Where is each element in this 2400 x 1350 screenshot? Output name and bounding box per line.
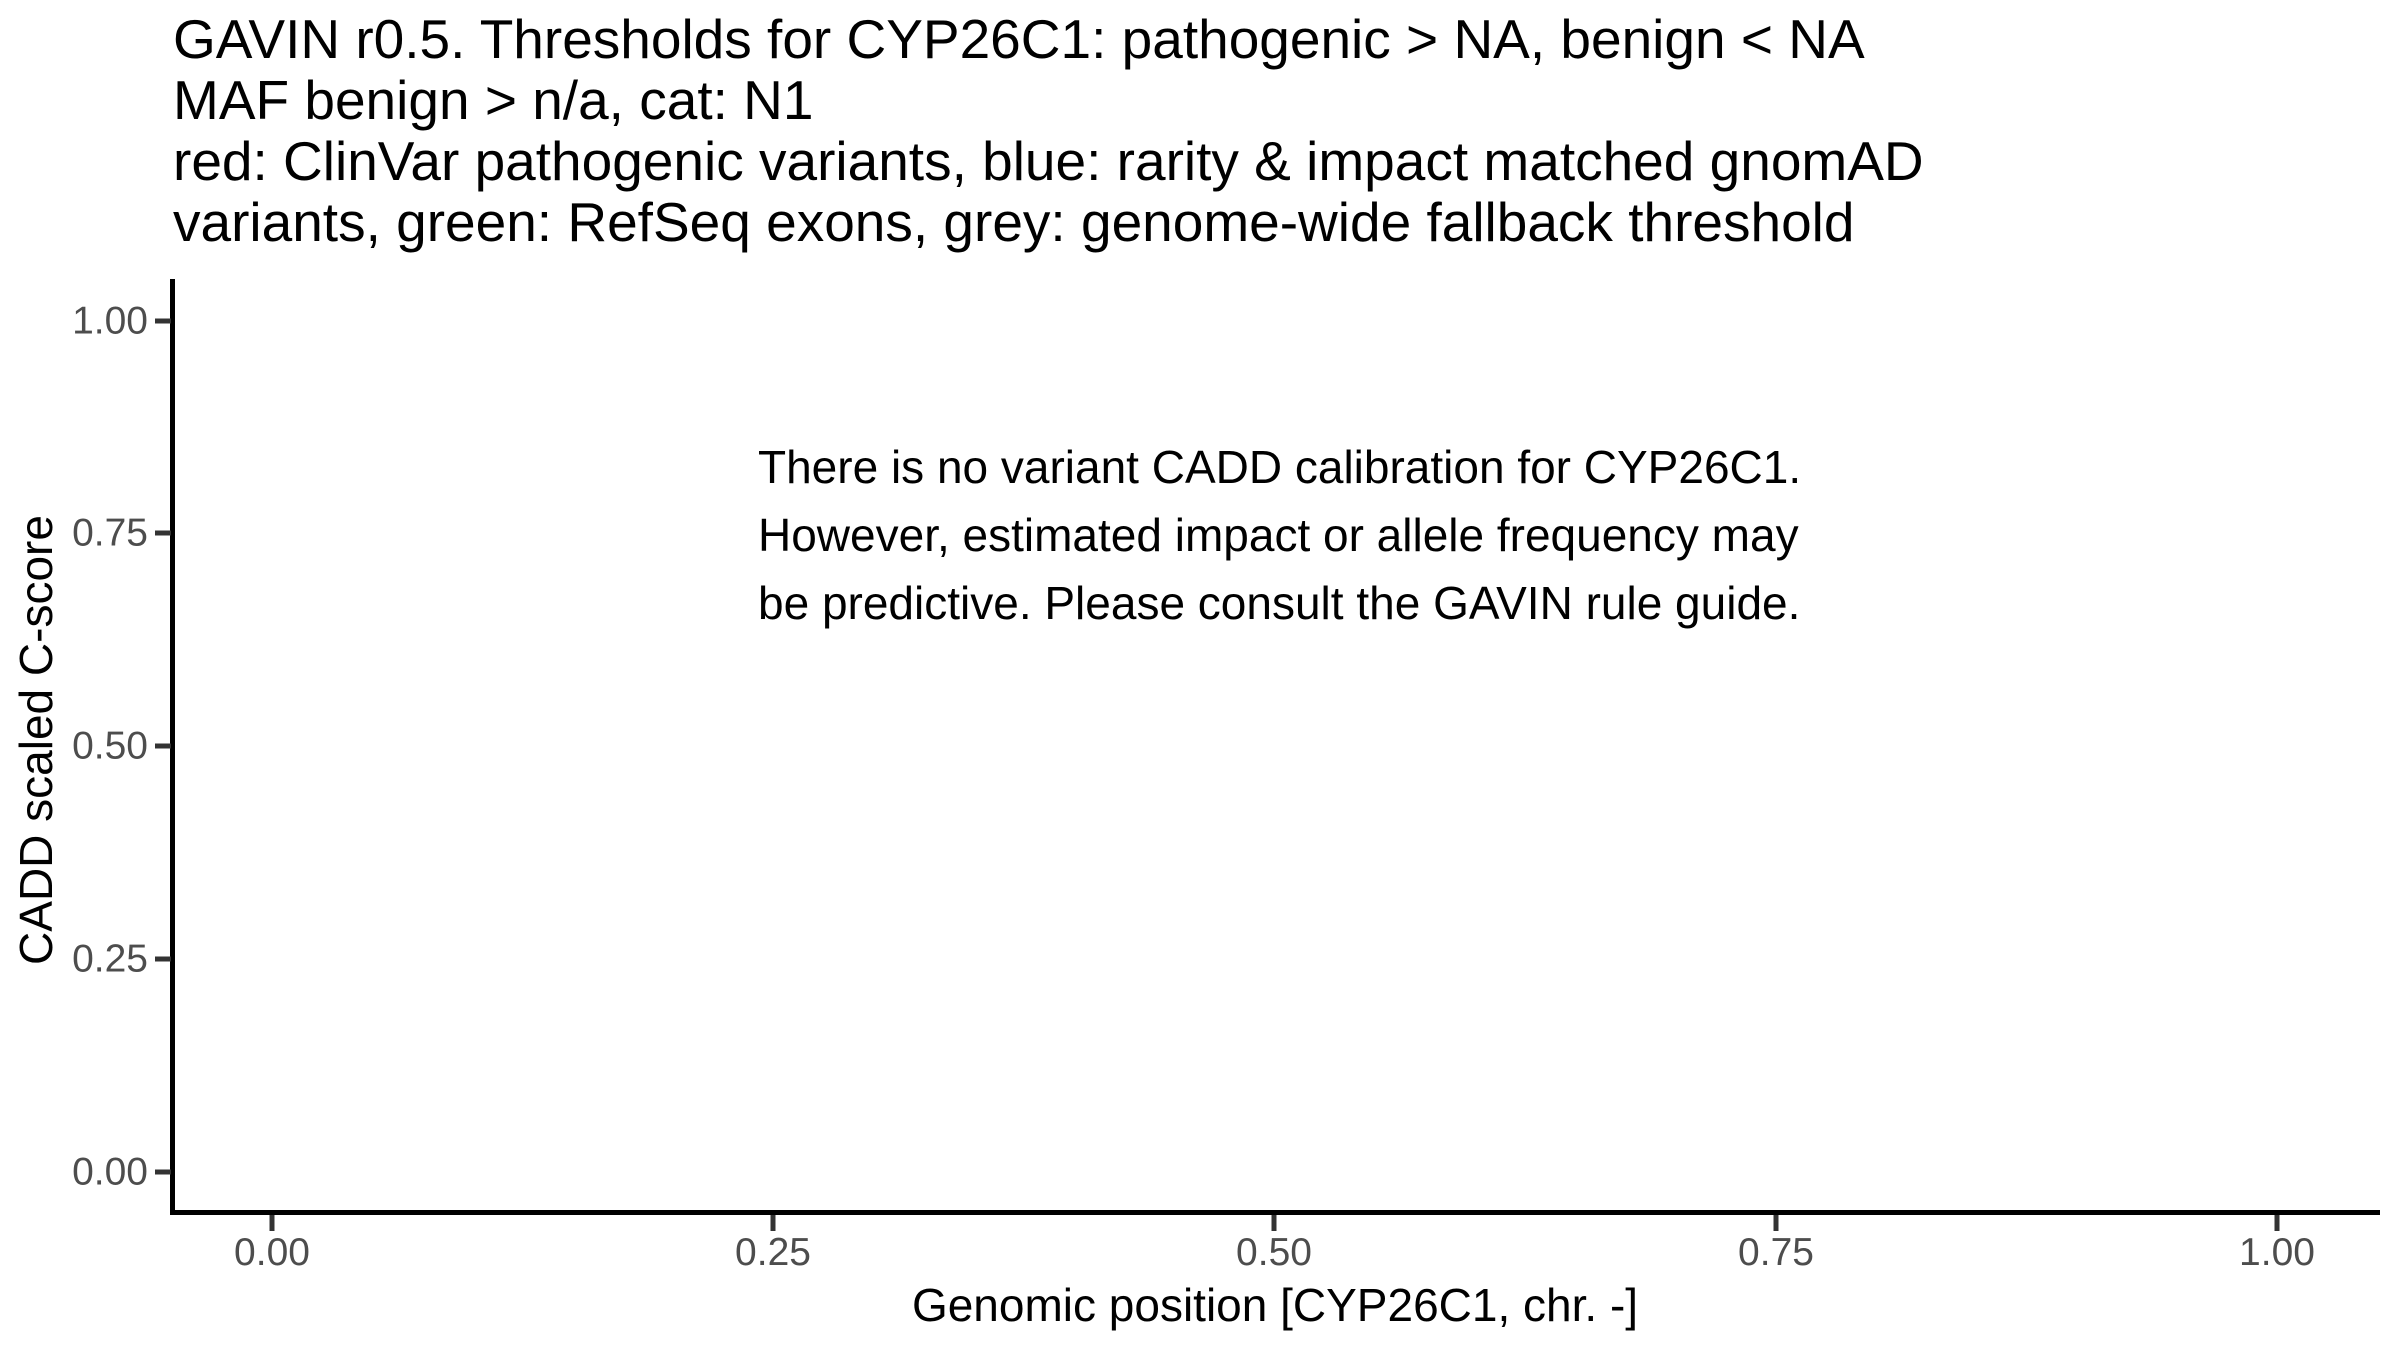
y-tick-mark: [155, 744, 171, 749]
y-tick-mark: [155, 957, 171, 962]
x-tick-label: 0.75: [1738, 1231, 1814, 1274]
x-tick-label: 0.00: [234, 1231, 310, 1274]
y-tick-label: 0.00: [72, 1150, 148, 1194]
y-tick-label: 0.50: [72, 724, 148, 768]
y-tick-mark: [155, 319, 171, 324]
x-tick-label: 1.00: [2239, 1231, 2315, 1274]
y-tick-label: 1.00: [72, 299, 148, 343]
annotation-line-2: However, estimated impact or allele frequency may: [758, 509, 1799, 561]
x-tick-mark: [771, 1215, 776, 1231]
x-axis-title: Genomic position [CYP26C1, chr. -]: [911, 1279, 1639, 1331]
annotation-line-3: be predictive. Please consult the GAVIN rule guide.: [758, 577, 1801, 629]
annotation-line-1: There is no variant CADD calibration for CYP26C1.: [758, 441, 1802, 493]
chart-title-line-4: variants, green: RefSeq exons, grey: genome-wide fallback threshold: [173, 191, 1855, 253]
x-tick-mark: [1774, 1215, 1779, 1231]
chart-title-line-1: GAVIN r0.5. Thresholds for CYP26C1: pathogenic > NA, benign < NA: [173, 8, 1865, 70]
y-tick-mark: [155, 531, 171, 536]
y-tick-label: 0.75: [72, 511, 148, 555]
chart-title: [173, 9, 1924, 253]
chart-title-line-2: MAF benign > n/a, cat: N1: [173, 69, 814, 131]
no-calibration-annotation: [758, 433, 1801, 637]
plot-panel: [170, 279, 2380, 1215]
x-tick-mark: [2275, 1215, 2280, 1231]
y-axis-title: CADD scaled C-score: [10, 515, 62, 965]
y-tick-label: 0.25: [72, 937, 148, 981]
y-tick-mark: [155, 1170, 171, 1175]
chart-title-line-3: red: ClinVar pathogenic variants, blue: rarity & impact matched gnomAD: [173, 130, 1924, 192]
x-tick-label: 0.25: [735, 1231, 811, 1274]
x-tick-mark: [270, 1215, 275, 1231]
x-tick-label: 0.50: [1236, 1231, 1312, 1274]
x-tick-mark: [1272, 1215, 1277, 1231]
